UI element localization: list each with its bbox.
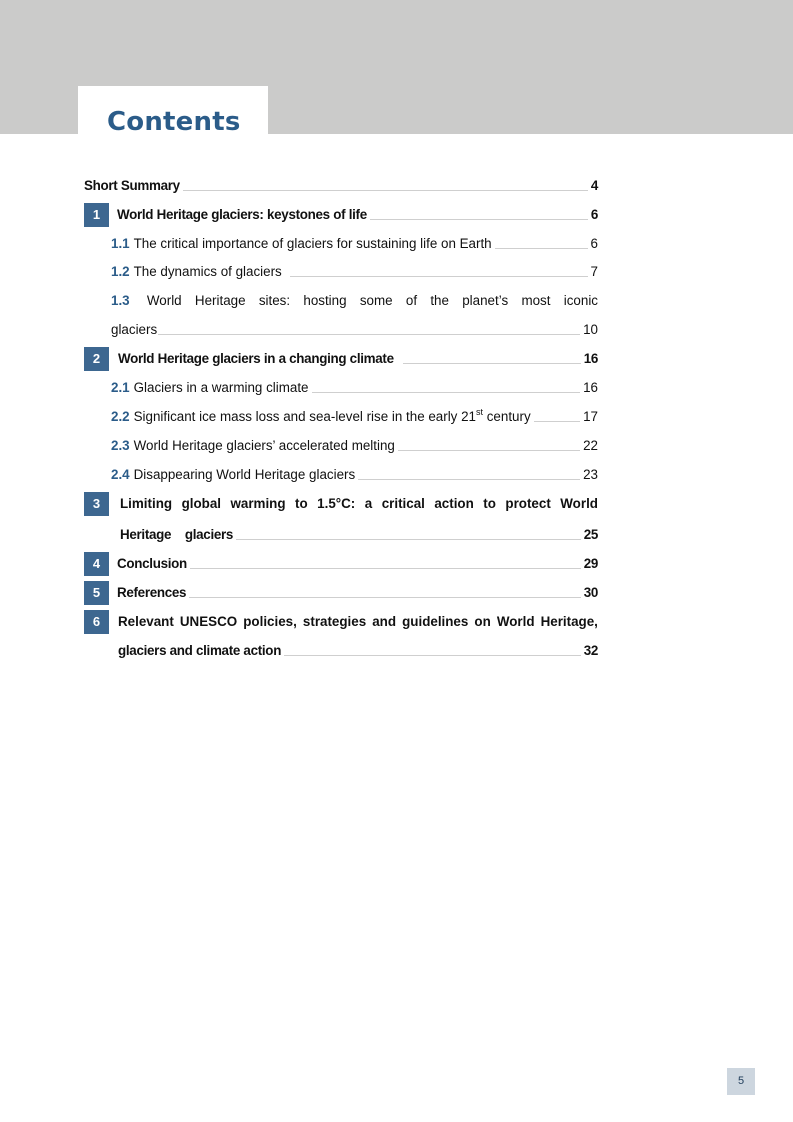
- dot-leader: [495, 248, 588, 249]
- toc-entry-label: Conclusion: [117, 556, 187, 571]
- dot-leader: [370, 219, 588, 220]
- toc-entry-section-6-line-1[interactable]: [118, 613, 598, 631]
- toc-word: protect: [505, 496, 551, 511]
- toc-word: Limiting: [120, 496, 173, 511]
- dot-leader: [190, 568, 581, 569]
- toc-entry-label: glaciers: [111, 322, 158, 337]
- page-title: Contents: [107, 107, 241, 137]
- toc-page-number: 10: [583, 322, 598, 337]
- toc-word: strategies: [302, 614, 367, 629]
- section-badge: 2: [84, 347, 109, 371]
- subsection-number: 1.1: [111, 236, 130, 251]
- toc-page-number: 6: [590, 236, 598, 251]
- toc-entry-1-2[interactable]: [111, 263, 598, 281]
- toc-word: UNESCO: [179, 614, 238, 629]
- toc-word: guidelines: [402, 614, 469, 629]
- toc-word: to: [483, 496, 496, 511]
- section-badge: 3: [84, 492, 109, 516]
- subsection-number: 1.2: [111, 264, 130, 279]
- toc-word: planet’s: [462, 293, 509, 308]
- toc-entry-1-1[interactable]: [111, 235, 598, 253]
- toc-entry-label: World Heritage glaciers in a changing climate: [118, 351, 394, 366]
- section-badge: 4: [84, 552, 109, 576]
- toc-word: Heritage,: [540, 614, 598, 629]
- dot-leader: [183, 190, 588, 191]
- toc-entry-label-suffix: century: [483, 409, 531, 424]
- toc-word: global: [181, 496, 221, 511]
- toc-word: World: [496, 614, 535, 629]
- toc-page-number: 25: [583, 527, 598, 542]
- toc-word: most: [521, 293, 551, 308]
- toc-entry-label: Short Summary: [84, 178, 180, 193]
- toc-page-number: 30: [583, 585, 598, 600]
- dot-leader: [158, 334, 580, 335]
- toc-entry-1-3-line-2[interactable]: [111, 321, 598, 339]
- section-badge: 5: [84, 581, 109, 605]
- toc-entry-label: The critical importance of glaciers for sustaining life on Earth: [133, 236, 492, 251]
- subsection-number: 2.4: [111, 467, 130, 482]
- toc-entry-label: World Heritage glaciers: keystones of life: [117, 207, 367, 222]
- toc-page-number: 6: [590, 207, 598, 222]
- toc-word: warming: [230, 496, 286, 511]
- toc-word: the: [430, 293, 449, 308]
- superscript: st: [476, 406, 484, 417]
- toc-word: action: [434, 496, 474, 511]
- toc-entry-section-1[interactable]: [117, 206, 598, 224]
- toc-entry-section-4[interactable]: [117, 555, 598, 573]
- section-badge: 6: [84, 610, 109, 634]
- toc-entry-label: The dynamics of glaciers: [133, 264, 282, 279]
- toc-entry-label: glaciers and climate action: [118, 643, 282, 658]
- toc-entry-2-3[interactable]: [111, 437, 598, 455]
- toc-word: of: [405, 293, 418, 308]
- toc-entry-section-3-line-1[interactable]: [120, 495, 598, 513]
- toc-word: sites:: [258, 293, 291, 308]
- toc-page-number: 23: [583, 467, 598, 482]
- toc-entry-label: Disappearing World Heritage glaciers: [133, 467, 356, 482]
- subsection-number: 1.3: [111, 293, 130, 308]
- toc-entry-label: References: [117, 585, 187, 600]
- toc-entry-section-3-line-2[interactable]: [120, 526, 598, 544]
- dot-leader: [403, 363, 581, 364]
- toc-entry-short-summary[interactable]: [84, 177, 598, 195]
- dot-leader: [312, 392, 581, 393]
- toc-word: World: [146, 293, 182, 308]
- dot-leader: [290, 276, 588, 277]
- toc-entry-2-2[interactable]: [111, 408, 598, 426]
- toc-page-number: 7: [590, 264, 598, 279]
- toc-entry-label: Heritage glaciers: [120, 527, 234, 542]
- dot-leader: [284, 655, 581, 656]
- toc-page-number: 16: [583, 380, 598, 395]
- toc-word: to: [295, 496, 308, 511]
- toc-word: a: [364, 496, 373, 511]
- subsection-number: 2.2: [111, 409, 130, 424]
- toc-entry-2-4[interactable]: [111, 466, 598, 484]
- toc-word: hosting: [303, 293, 347, 308]
- dot-leader: [358, 479, 580, 480]
- subsection-number: 2.1: [111, 380, 130, 395]
- toc-entry-2-1[interactable]: [111, 379, 598, 397]
- toc-word: iconic: [563, 293, 598, 308]
- toc-word: World: [560, 496, 598, 511]
- toc-entry-section-2[interactable]: [118, 350, 598, 368]
- toc-page-number: 16: [583, 351, 598, 366]
- subsection-number: 2.3: [111, 438, 130, 453]
- toc-page-number: 32: [583, 643, 598, 658]
- toc-page-number: 17: [583, 409, 598, 424]
- toc-word: critical: [381, 496, 425, 511]
- toc-word: some: [359, 293, 393, 308]
- toc-entry-label: Significant ice mass loss and sea-level rise in the early 21: [133, 409, 476, 424]
- toc-entry-label: World Heritage glaciers’ accelerated melting: [133, 438, 395, 453]
- toc-word: on: [474, 614, 491, 629]
- toc-word: Heritage: [194, 293, 246, 308]
- toc-entry-section-6-line-2[interactable]: [118, 642, 598, 660]
- page-number: 5: [727, 1068, 755, 1095]
- toc-word: policies,: [243, 614, 297, 629]
- toc-entry-1-3-line-1[interactable]: [111, 292, 598, 310]
- toc-word: and: [372, 614, 397, 629]
- toc-entry-label: Glaciers in a warming climate: [133, 380, 309, 395]
- toc-word: 1.5°C:: [317, 496, 356, 511]
- dot-leader: [398, 450, 580, 451]
- toc-page-number: 22: [583, 438, 598, 453]
- dot-leader: [189, 597, 580, 598]
- dot-leader: [534, 421, 580, 422]
- toc-page-number: 29: [583, 556, 598, 571]
- section-badge: 1: [84, 203, 109, 227]
- dot-leader: [236, 539, 581, 540]
- toc-page-number: 4: [590, 178, 598, 193]
- toc-word: Relevant: [118, 614, 174, 629]
- toc-entry-section-5[interactable]: [117, 584, 598, 602]
